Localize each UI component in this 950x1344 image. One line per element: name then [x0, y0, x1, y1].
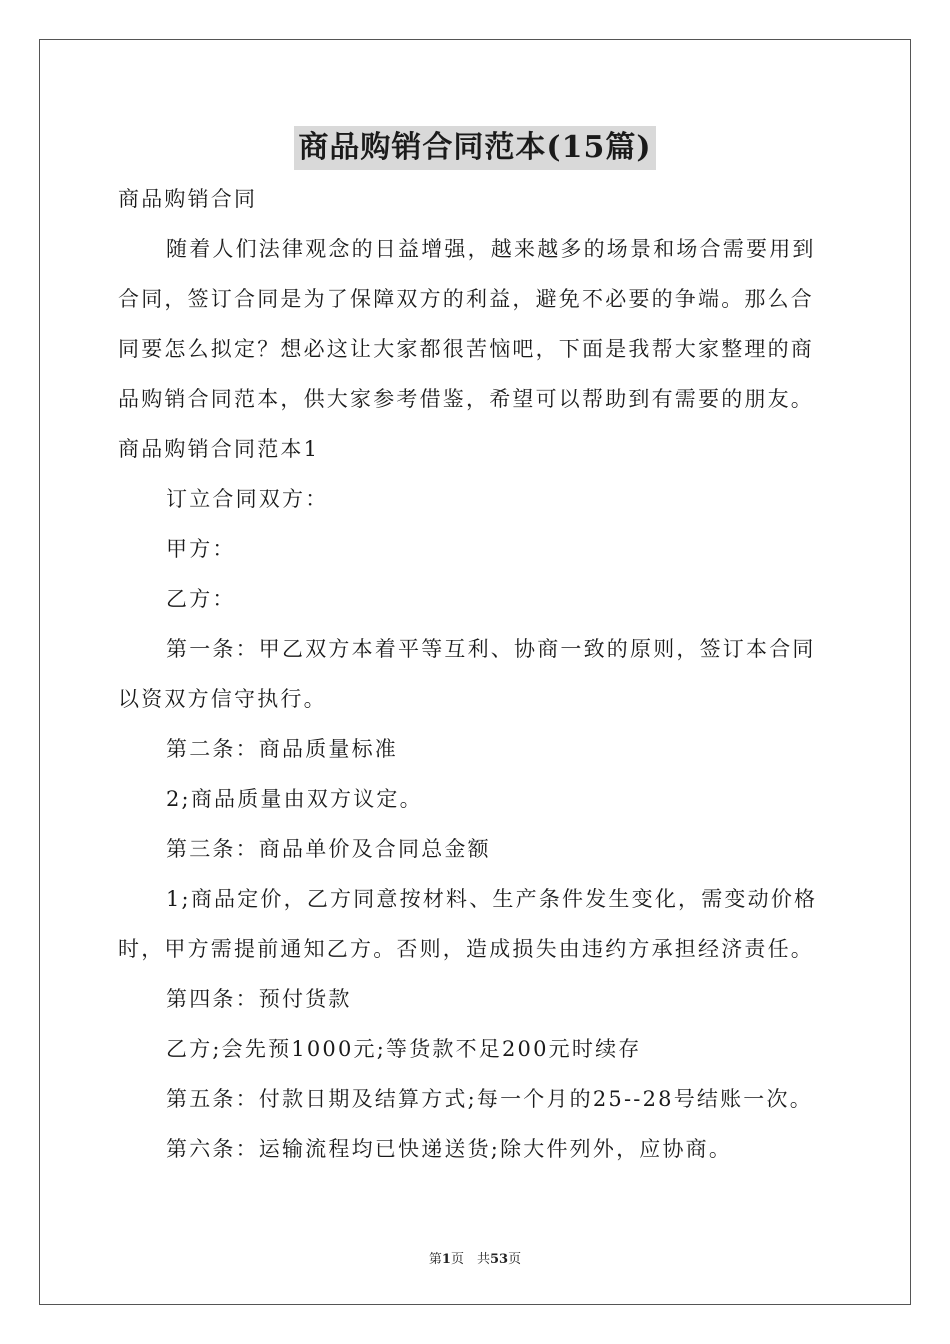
doc-line: 以资双方信守执行。 [118, 687, 327, 711]
footer-prefix: 第 [428, 1252, 442, 1267]
doc-line: 合同，签订合同是为了保障双方的利益，避免不必要的争端。那么合 [118, 287, 814, 311]
doc-line: 1;商品定价，乙方同意按材料、生产条件发生变化，需变动价格 [166, 887, 818, 911]
page-footer [0, 1248, 950, 1267]
doc-line: 2;商品质量由双方议定。 [166, 787, 423, 811]
doc-line: 品购销合同范本，供大家参考借鉴，希望可以帮助到有需要的朋友。 [118, 387, 814, 411]
doc-line: 第一条：甲乙双方本着平等互利、协商一致的原则，签订本合同 [166, 637, 816, 661]
footer-mid: 页 共 [450, 1252, 490, 1267]
doc-line: 第五条：付款日期及结算方式;每一个月的25--28号结账一次。 [166, 1087, 813, 1111]
doc-line: 第六条：运输流程均已快递送货;除大件列外，应协商。 [166, 1137, 733, 1161]
doc-line: 同要怎么拟定？想必这让大家都很苦恼吧，下面是我帮大家整理的商 [118, 337, 814, 361]
doc-line: 商品购销合同范本1 [118, 437, 320, 461]
doc-line: 随着人们法律观念的日益增强，越来越多的场景和场合需要用到 [166, 237, 816, 261]
title-container [0, 126, 950, 170]
doc-line: 乙方;会先预1000元;等货款不足200元时续存 [166, 1037, 642, 1061]
current-page-number: 1 [441, 1252, 451, 1267]
doc-line: 商品购销合同 [118, 187, 258, 211]
page-border [39, 39, 911, 1305]
doc-line: 甲方： [166, 537, 236, 561]
doc-line: 订立合同双方： [166, 487, 329, 511]
doc-line: 第四条：预付货款 [166, 987, 352, 1011]
total-pages-number: 53 [489, 1252, 509, 1267]
document-title: 商品购销合同范本(15篇) [294, 126, 655, 170]
doc-line: 第二条：商品质量标准 [166, 737, 398, 761]
footer-suffix: 页 [508, 1252, 522, 1267]
doc-line: 第三条：商品单价及合同总金额 [166, 837, 491, 861]
doc-line: 乙方： [166, 587, 236, 611]
doc-line: 时，甲方需提前通知乙方。否则，造成损失由违约方承担经济责任。 [118, 937, 814, 961]
